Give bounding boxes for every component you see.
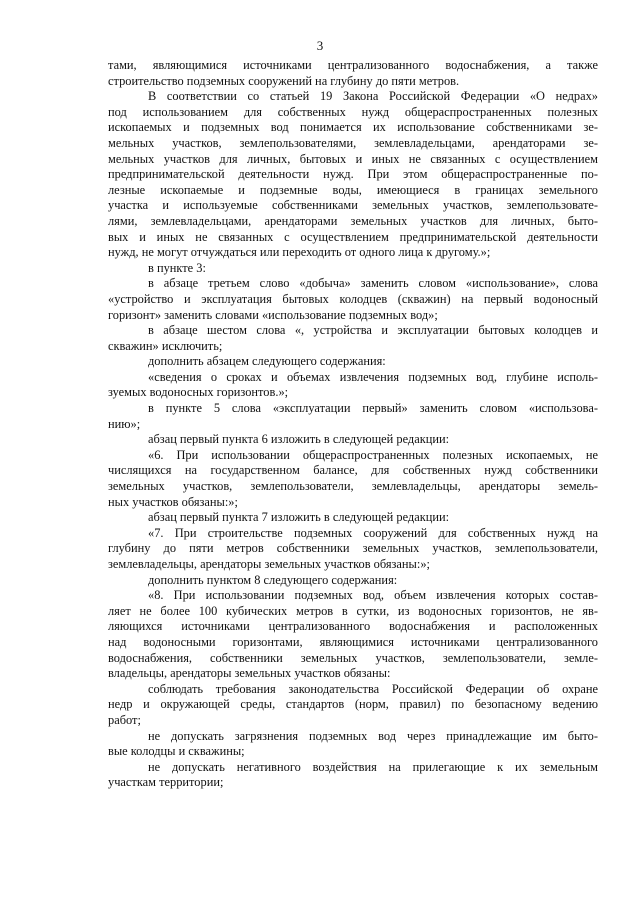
text-line: «7. При строительстве подземных сооружений для собственных нужд на — [148, 525, 598, 540]
text-line: владельцы, арендаторы земельных участков обязаны: — [108, 666, 391, 681]
text-line: лезные ископаемые и подземные воды, имеющиеся в границах земельного — [108, 182, 598, 197]
text-line: земельных участков, землепользователи, землевладельцы, арендаторы земель- — [108, 479, 598, 494]
text-line: в абзаце третьем слово «добыча» заменить словом «использование», слова — [148, 276, 598, 291]
text-line: абзац первый пункта 6 изложить в следующей редакции: — [148, 432, 450, 447]
text-line: участка и используемые собственниками земельных участков, землепользовате- — [108, 198, 598, 213]
text-line: ных участков обязаны:»; — [108, 494, 238, 509]
text-line: в абзаце шестом слова «, устройства и эксплуатации бытовых колодцев и — [148, 323, 598, 338]
text-line: вые колодцы и скважины; — [108, 744, 245, 759]
document-body — [108, 58, 598, 791]
text-line: нию»; — [108, 416, 141, 431]
text-line: горизонт» заменить словами «использование подземных вод»; — [108, 307, 438, 322]
text-line: В соответствии со статьей 19 Закона Российской Федерации «О недрах» — [148, 89, 598, 104]
text-line: в пункте 5 слова «эксплуатации первый» заменить словом «использова- — [148, 401, 598, 416]
text-line: глубину до пяти метров собственники земельных участков, землепользователи, — [108, 541, 598, 556]
text-line: зуемых водоносных горизонтов.»; — [108, 385, 289, 400]
text-line: под использованием для собственных нужд общераспространенных полезных — [108, 104, 598, 119]
text-line: недр и окружающей среды, стандартов (норм, правил) по безопасному ведению — [108, 697, 598, 712]
text-line: работ; — [108, 712, 141, 727]
text-line: скважин» исключить; — [108, 338, 223, 353]
text-line: в пункте 3: — [148, 260, 206, 275]
text-line: участкам территории; — [108, 775, 224, 790]
text-line: землевладельцы, арендаторы земельных участков обязаны:»; — [108, 557, 430, 571]
text-line: ляющихся источниками централизованного водоснабжения и расположенных — [108, 619, 598, 634]
text-line: строительство подземных сооружений на глубину до пяти метров. — [108, 73, 460, 88]
text-line: над водоносными горизонтами, являющимися источниками централизованного — [108, 634, 598, 649]
text-line: мельных участков для личных, бытовых и иных не связанных с осуществлением — [108, 151, 598, 166]
text-line: дополнить абзацем следующего содержания: — [148, 354, 386, 369]
text-line: числящихся на государственном балансе, для собственных нужд собственники — [108, 463, 598, 478]
text-line: соблюдать требования законодательства Российской Федерации об охране — [148, 681, 598, 696]
text-line: «устройство и эксплуатация бытовых колодцев (скважин) на первый водоносный — [108, 291, 598, 306]
text-line: «6. При использовании общераспространенных полезных ископаемых, не — [148, 447, 598, 462]
text-line: водоснабжения, собственники земельных участков, землепользователи, земле- — [108, 650, 598, 665]
text-line: лями, землевладельцами, арендаторами земельных участков для личных, быто- — [108, 213, 598, 228]
text-line: «8. При использовании подземных вод, объем извлечения которых состав- — [148, 588, 598, 603]
text-line: вых и иных не связанных с осуществлением предпринимательской деятельности — [108, 229, 598, 244]
text-line: ископаемых и подземных вод понимается их использование собственниками зе- — [108, 120, 598, 135]
page-number: 3 — [316, 38, 324, 53]
text-line: тами, являющимися источниками централизованного водоснабжения, а также — [108, 58, 598, 72]
text-line: ляет не более 100 кубических метров в сутки, из водоносных горизонтов, не яв- — [108, 603, 598, 618]
text-line: не допускать загрязнения подземных вод через принадлежащие им быто- — [148, 728, 598, 743]
text-line: мельных участков, землепользователями, землевладельцами, арендаторами зе- — [108, 135, 598, 150]
text-line: «сведения о сроках и объемах извлечения подземных вод, глубине исполь- — [148, 369, 598, 384]
text-line: нужд, не могут отчуждаться или переходить от одного лица к другому.»; — [108, 245, 491, 260]
text-line: дополнить пунктом 8 следующего содержания: — [148, 572, 398, 587]
text-line: не допускать негативного воздействия на прилегающие к их земельным — [148, 759, 598, 774]
text-line: предпринимательской деятельности нужд. При этом общераспространенные по- — [108, 167, 598, 182]
text-line: абзац первый пункта 7 изложить в следующей редакции: — [148, 510, 450, 525]
